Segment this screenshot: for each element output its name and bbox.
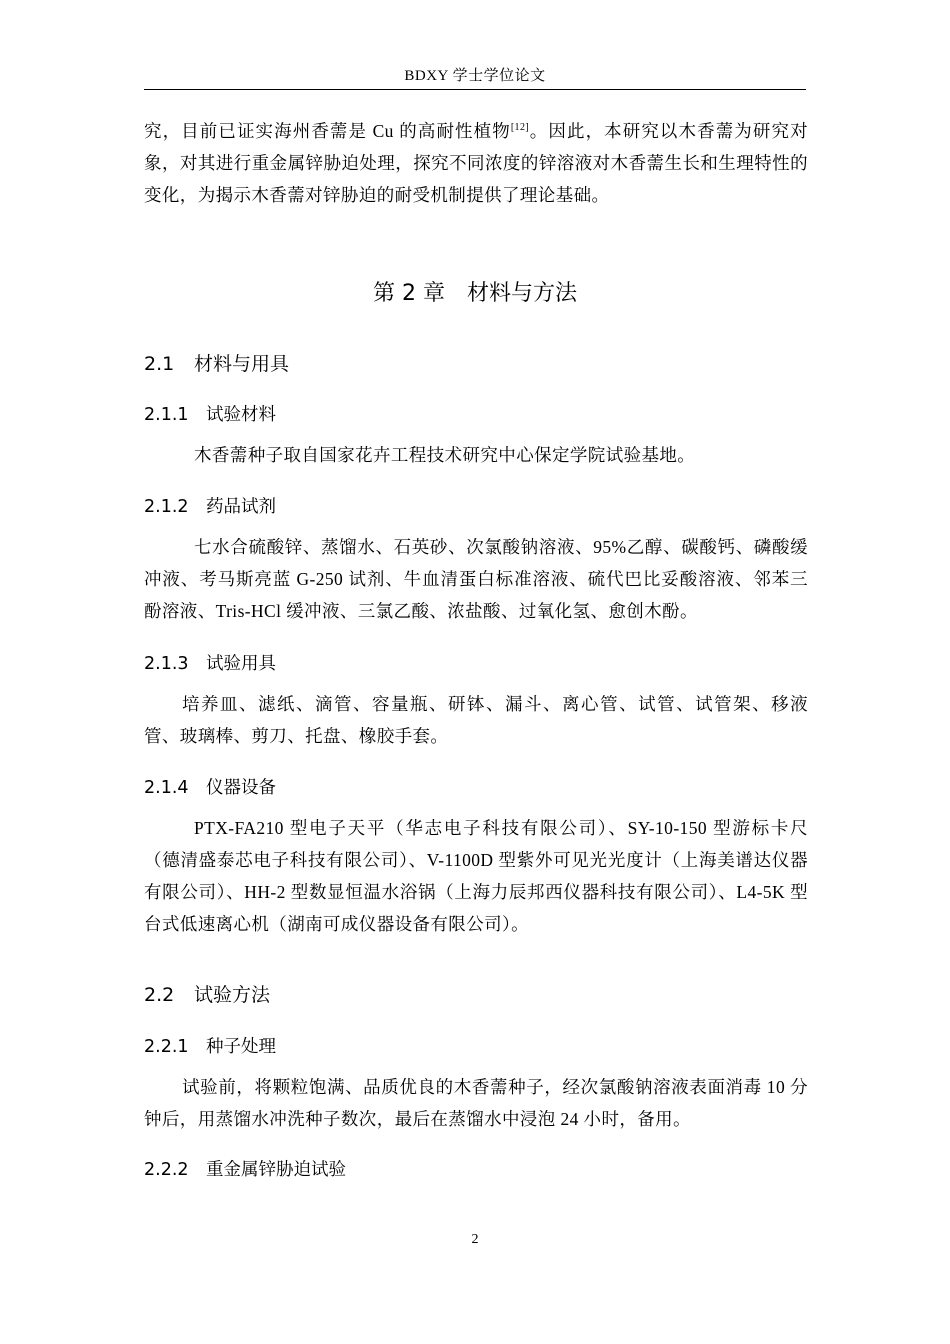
subsection-title: 仪器设备 — [206, 778, 276, 798]
subsection-number: 2.1.4 — [144, 778, 189, 798]
intro-text-after: 。因此，本研究以木香薷为研究对象，对其进行重金属锌胁迫处理，探究不同浓度的锌溶液对木香薷生长和生理特性的变化，为揭示木香薷对锌胁迫的耐受机制提供了理论基础。 — [144, 121, 808, 205]
paragraph-2-1-4: PTX-FA210 型电子天平（华志电子科技有限公司）、SY-10-150 型游标卡尺（德清盛泰芯电子科技有限公司）、V-1100D 型紫外可见光光度计（上海美谱达仪器有限公司）、HH-2 型数显恒温水浴锅（上海力辰邦西仪器科技有限公司）、L4-5K 型台式低速离心机（湖南可成仪器设备有限公司）。 — [144, 818, 808, 934]
subsection-heading-2-1-1 — [144, 401, 276, 426]
section-heading-2-1 — [144, 349, 289, 376]
subsection-heading-2-1-2 — [144, 493, 276, 518]
citation-ref: [12] — [510, 122, 530, 134]
header-rule — [144, 89, 806, 90]
running-header: BDXY 学士学位论文 — [404, 68, 546, 84]
subsection-title: 试验材料 — [206, 405, 276, 425]
subsection-title: 重金属锌胁迫试验 — [206, 1160, 346, 1180]
paragraph-2-1-2: 七水合硫酸锌、蒸馏水、石英砂、次氯酸钠溶液、95%乙醇、碳酸钙、磷酸缓冲液、考马斯亮蓝 G-250 试剂、牛血清蛋白标准溶液、硫代巴比妥酸溶液、邻苯三酚溶液、Tris-HCl 缓冲液、三氯乙酸、浓盐酸、过氧化氢、愈创木酚。 — [144, 537, 808, 621]
paragraph-2-2-1: 试验前，将颗粒饱满、品质优良的木香薷种子，经次氯酸钠溶液表面消毒 10 分钟后，用蒸馏水冲洗种子数次，最后在蒸馏水中浸泡 24 小时，备用。 — [144, 1077, 808, 1129]
chapter-number: 第 2 章 — [373, 281, 445, 306]
subsection-heading-2-1-3 — [144, 650, 276, 675]
section-number: 2.2 — [144, 984, 175, 1006]
subsection-title: 种子处理 — [206, 1037, 276, 1057]
section-title: 试验方法 — [194, 984, 271, 1006]
subsection-title: 药品试剂 — [206, 497, 276, 517]
subsection-number: 2.2.1 — [144, 1037, 189, 1057]
subsection-heading-2-1-4 — [144, 774, 276, 799]
subsection-title: 试验用具 — [206, 654, 276, 674]
chapter-heading — [144, 276, 806, 307]
subsection-number: 2.1.3 — [144, 654, 189, 674]
subsection-number: 2.1.2 — [144, 497, 189, 517]
page-number: 2 — [471, 1232, 479, 1247]
section-number: 2.1 — [144, 353, 175, 375]
subsection-number: 2.2.2 — [144, 1160, 189, 1180]
subsection-heading-2-2-1 — [144, 1033, 276, 1058]
chapter-title: 材料与方法 — [466, 281, 577, 306]
intro-paragraph — [144, 115, 808, 211]
subsection-heading-2-2-2 — [144, 1156, 346, 1181]
subsection-number: 2.1.1 — [144, 405, 189, 425]
paragraph-2-1-3: 培养皿、滤纸、滴管、容量瓶、研钵、漏斗、离心管、试管、试管架、移液管、玻璃棒、剪刀、托盘、橡胶手套。 — [144, 694, 808, 746]
paragraph-2-1-1: 木香薷种子取自国家花卉工程技术研究中心保定学院试验基地。 — [194, 445, 696, 465]
section-title: 材料与用具 — [194, 353, 290, 375]
section-heading-2-2 — [144, 980, 270, 1007]
intro-text-before: 究，目前已证实海州香薷是 Cu 的高耐性植物 — [144, 121, 511, 141]
